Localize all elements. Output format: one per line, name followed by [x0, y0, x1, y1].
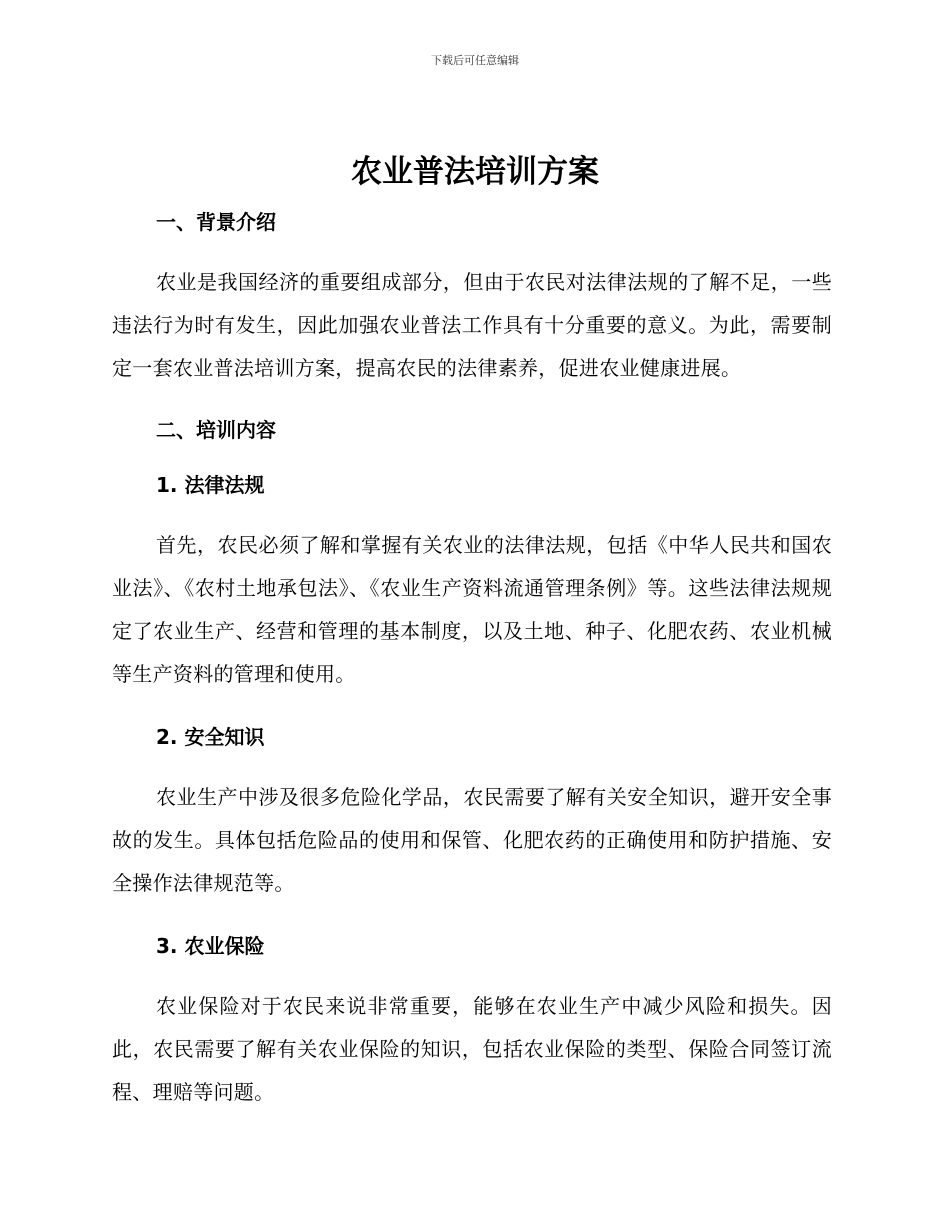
section-paragraph-background: 农业是我国经济的重要组成部分，但由于农民对法律法规的了解不足，一些违法行为时有发生，因此加强农业普法工作具有十分重要的意义。为此，需要制定一套农业普法培训方案，提高农民的法律素养，促进农业健康进展。 — [112, 270, 832, 380]
section-heading-safety: 2. 安全知识 — [156, 725, 265, 749]
page-header-note: 下载后可任意编辑 — [431, 54, 519, 67]
document-title: 农业普法培训方案 — [351, 154, 599, 190]
section-paragraph-insurance: 农业保险对于农民来说非常重要，能够在农业生产中减少风险和损失。因此，农民需要了解有关农业保险的知识，包括农业保险的类型、保险合同签订流程、理赔等问题。 — [112, 994, 832, 1104]
section-heading-background: 一、背景介绍 — [156, 210, 276, 234]
section-paragraph-laws: 首先，农民必须了解和掌握有关农业的法律法规，包括《中华人民共和国农业法》、《农村土地承包法》、《农业生产资料流通管理条例》等。这些法律法规规定了农业生产、经营和管理的基本制度，以及土地、种子、化肥农药、农业机械等生产资料的管理和使用。 — [112, 533, 832, 686]
section-heading-training-content: 二、培训内容 — [156, 418, 276, 442]
section-heading-laws: 1. 法律法规 — [156, 473, 265, 497]
section-paragraph-safety: 农业生产中涉及很多危险化学品，农民需要了解有关安全知识，避开安全事故的发生。具体包括危险品的使用和保管、化肥农药的正确使用和防护措施、安全操作法律规范等。 — [112, 785, 832, 895]
section-heading-insurance: 3. 农业保险 — [156, 934, 265, 958]
document-body — [112, 200, 832, 1114]
